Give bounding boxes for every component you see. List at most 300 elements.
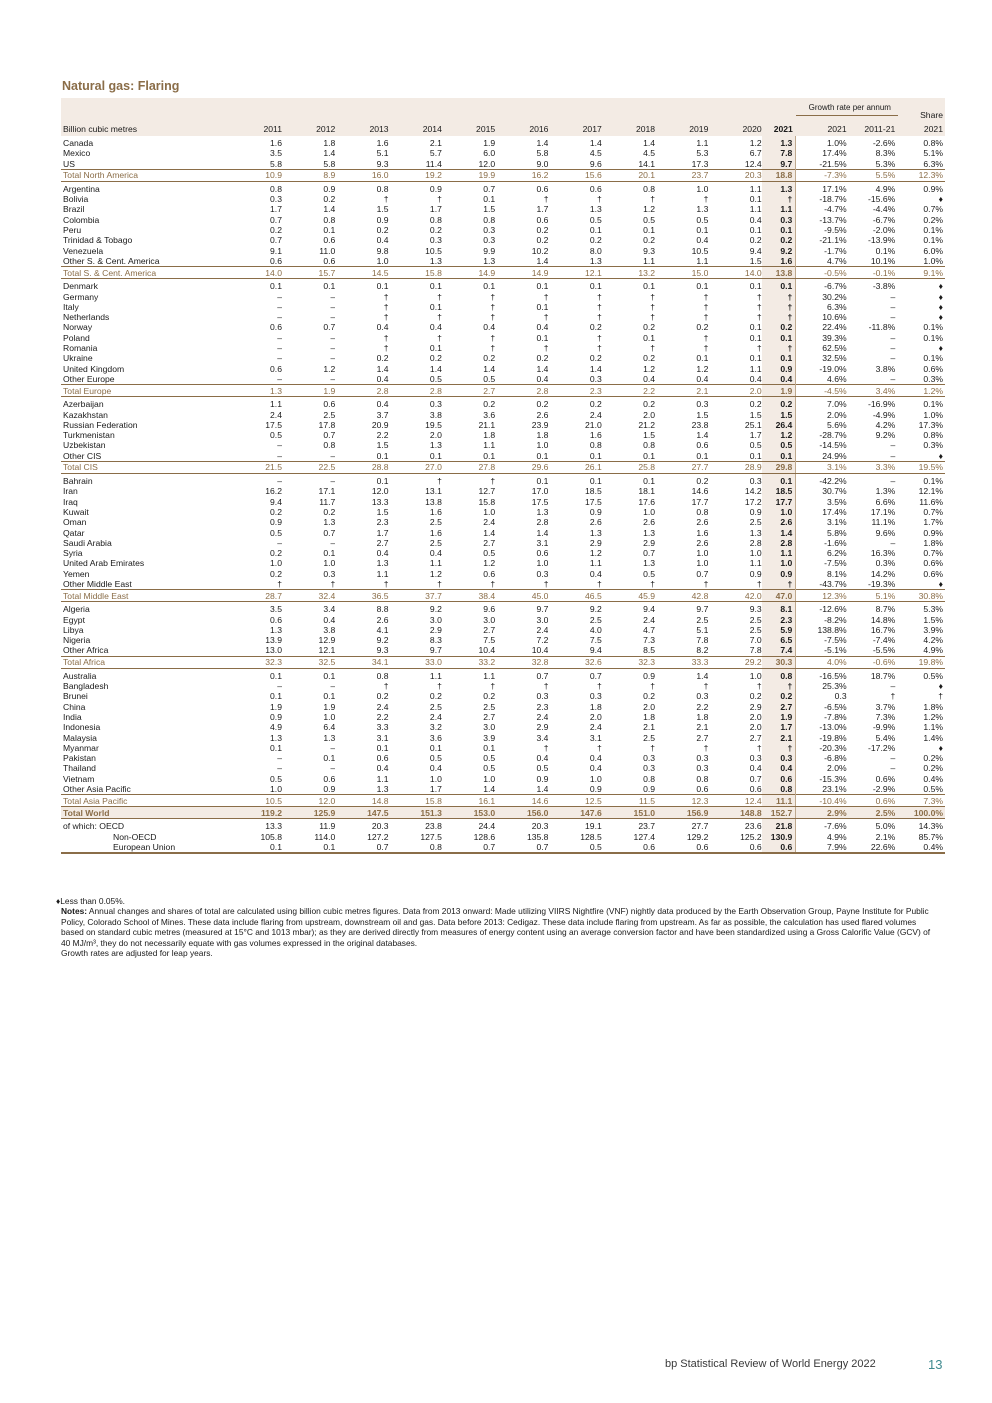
value-cell: † bbox=[703, 578, 709, 589]
value-cell: 0.6 bbox=[589, 183, 602, 194]
value-cell: † bbox=[703, 291, 709, 302]
growth-2011-21-cell: 1.3% bbox=[875, 486, 896, 497]
value-cell: 0.4 bbox=[429, 322, 442, 333]
value-cell: 0.2 bbox=[643, 399, 656, 410]
value-cell: 0.2 bbox=[270, 568, 282, 579]
value-cell-2021: † bbox=[762, 194, 796, 204]
value-cell: † bbox=[596, 312, 602, 323]
value-cell: 0.6 bbox=[270, 363, 282, 374]
value-cell: 20.3 bbox=[371, 821, 389, 832]
growth-2021-cell: -19.8% bbox=[796, 733, 850, 743]
value-cell: 1.1 bbox=[696, 138, 709, 148]
value-cell: 1.0 bbox=[323, 558, 336, 569]
value-cell-2021: 0.6 bbox=[762, 842, 796, 853]
growth-2021-cell: -7.6% bbox=[796, 819, 850, 832]
share-cell: † bbox=[938, 691, 943, 702]
table-row bbox=[61, 602, 945, 615]
table-row bbox=[61, 691, 945, 701]
value-cell: 0.2 bbox=[696, 476, 709, 487]
value-cell: 105.8 bbox=[260, 831, 282, 842]
value-cell: 1.1 bbox=[483, 670, 496, 681]
value-cell: 0.1 bbox=[536, 476, 549, 487]
share-cell: 0.9% bbox=[923, 527, 943, 538]
table-row bbox=[61, 635, 945, 645]
value-cell-2021: † bbox=[762, 312, 796, 322]
value-cell: 0.5 bbox=[589, 214, 602, 225]
value-cell: 0.6 bbox=[323, 255, 336, 266]
year-header: 2016 bbox=[495, 120, 548, 136]
growth-2021-cell: -6.5% bbox=[796, 702, 850, 712]
value-cell: 18.1 bbox=[638, 486, 656, 497]
growth-2021-cell: 4.9% bbox=[796, 832, 850, 842]
share-cell: 0.2% bbox=[923, 763, 943, 774]
value-cell: 0.4 bbox=[483, 322, 496, 333]
value-cell: 1.1 bbox=[696, 255, 709, 266]
share-cell: ♦ bbox=[938, 742, 943, 753]
row-label: Qatar bbox=[63, 527, 85, 538]
row-label: Other CIS bbox=[63, 450, 102, 461]
growth-2011-21-cell: 4.9% bbox=[875, 183, 896, 194]
growth-2021-cell: -9.5% bbox=[796, 225, 850, 235]
share-cell: 0.4% bbox=[923, 773, 943, 784]
value-cell: 0.9 bbox=[323, 183, 336, 194]
value-cell: 0.1 bbox=[749, 322, 762, 333]
value-cell: 1.0 bbox=[696, 183, 709, 194]
value-cell: 1.2 bbox=[589, 548, 602, 559]
row-label: Egypt bbox=[63, 614, 85, 625]
value-cell: 32.8 bbox=[495, 656, 548, 668]
value-cell: 0.1 bbox=[643, 225, 656, 236]
value-cell: – bbox=[277, 343, 282, 354]
value-cell: 0.5 bbox=[696, 214, 709, 225]
value-cell: 2.8 bbox=[389, 385, 442, 397]
total-row bbox=[61, 590, 945, 602]
value-cell: 0.2 bbox=[483, 353, 496, 364]
value-cell: 24.4 bbox=[478, 821, 496, 832]
value-cell: 2.5 bbox=[749, 624, 762, 635]
value-cell: † bbox=[543, 681, 549, 692]
table-row bbox=[61, 451, 945, 462]
value-cell: 0.1 bbox=[270, 670, 282, 681]
row-label: Algeria bbox=[63, 604, 90, 615]
growth-2011-21-cell: – bbox=[890, 353, 896, 364]
value-cell: 0.1 bbox=[483, 281, 496, 292]
share-cell: 0.5% bbox=[923, 784, 943, 795]
growth-2011-21-cell: 0.3% bbox=[875, 558, 896, 569]
row-label: Turkmenistan bbox=[63, 430, 115, 441]
value-cell: 1.1 bbox=[376, 568, 389, 579]
row-label: India bbox=[63, 711, 82, 722]
row-label: Brazil bbox=[63, 204, 85, 215]
value-cell: 0.2 bbox=[536, 235, 549, 246]
table-row bbox=[61, 722, 945, 732]
value-cell: 0.1 bbox=[696, 353, 709, 364]
share-cell: 12.3% bbox=[898, 169, 945, 181]
growth-2021-cell: 3.1% bbox=[796, 517, 850, 527]
value-cell: 1.4 bbox=[376, 363, 389, 374]
value-cell: 32.3 bbox=[602, 656, 655, 668]
value-cell: 1.4 bbox=[483, 784, 496, 795]
value-cell: 0.2 bbox=[429, 225, 442, 236]
value-cell: † bbox=[543, 194, 549, 205]
value-cell: 1.7 bbox=[429, 784, 442, 795]
value-cell: 0.5 bbox=[270, 430, 282, 441]
value-cell: 9.2 bbox=[589, 604, 602, 615]
growth-2011-21-header: 2011-21 bbox=[850, 120, 899, 136]
row-label: Total Africa bbox=[61, 656, 229, 668]
value-cell: 3.8 bbox=[429, 409, 442, 420]
value-cell: † bbox=[383, 301, 389, 312]
value-cell: 0.1 bbox=[589, 450, 602, 461]
value-cell: 1.9 bbox=[270, 701, 282, 712]
value-cell: 9.7 bbox=[696, 604, 709, 615]
value-cell: 0.4 bbox=[323, 614, 336, 625]
value-cell: 4.1 bbox=[376, 624, 389, 635]
row-label: Kazakhstan bbox=[63, 409, 108, 420]
value-cell: 2.2 bbox=[602, 385, 655, 397]
value-cell: 9.3 bbox=[643, 245, 656, 256]
value-cell: 0.3 bbox=[270, 194, 282, 205]
value-cell: 0.6 bbox=[376, 753, 389, 764]
value-cell: 0.7 bbox=[495, 842, 548, 853]
value-cell: 17.0 bbox=[531, 486, 549, 497]
value-cell: 0.7 bbox=[270, 214, 282, 225]
value-cell: 32.4 bbox=[282, 590, 335, 602]
value-cell-2021: 1.2 bbox=[762, 430, 796, 440]
table-row bbox=[61, 353, 945, 363]
value-cell: 2.5 bbox=[429, 517, 442, 528]
value-cell: 2.0 bbox=[429, 430, 442, 441]
value-cell-2021: 1.9 bbox=[762, 712, 796, 722]
share-cell: 6.0% bbox=[923, 245, 943, 256]
value-cell: † bbox=[703, 194, 709, 205]
value-cell-2021: 2.6 bbox=[762, 517, 796, 527]
growth-2011-21-cell: 14.2% bbox=[870, 568, 896, 579]
value-cell: 0.6 bbox=[708, 842, 761, 853]
value-cell: 2.6 bbox=[696, 517, 709, 528]
value-cell: 0.5 bbox=[536, 763, 549, 774]
value-cell: 2.6 bbox=[696, 537, 709, 548]
value-cell: † bbox=[596, 194, 602, 205]
value-cell: 0.9 bbox=[749, 568, 762, 579]
share-cell: 0.8% bbox=[923, 430, 943, 441]
value-cell: 147.6 bbox=[548, 807, 601, 819]
value-cell: 2.9 bbox=[643, 537, 656, 548]
share-cell: 0.1% bbox=[923, 322, 943, 333]
value-cell: 0.1 bbox=[323, 281, 336, 292]
value-cell: 4.9 bbox=[270, 722, 282, 733]
value-cell: 0.7 bbox=[536, 670, 549, 681]
value-cell: 0.6 bbox=[536, 214, 549, 225]
row-label: Colombia bbox=[63, 214, 100, 225]
row-label: Ukraine bbox=[63, 353, 93, 364]
value-cell: 16.1 bbox=[442, 795, 495, 807]
growth-2021-cell: -43.7% bbox=[796, 579, 850, 590]
table-row bbox=[61, 753, 945, 763]
value-cell: † bbox=[490, 301, 496, 312]
share-cell: 0.1% bbox=[923, 332, 943, 343]
value-cell: 1.1 bbox=[749, 558, 762, 569]
value-cell: 2.1 bbox=[696, 722, 709, 733]
value-cell: 10.2 bbox=[531, 245, 549, 256]
value-cell: 14.2 bbox=[744, 486, 762, 497]
table-row bbox=[61, 148, 945, 158]
table-row bbox=[61, 569, 945, 579]
value-cell: 2.1 bbox=[643, 722, 656, 733]
value-cell: – bbox=[277, 440, 282, 451]
value-cell: † bbox=[543, 343, 549, 354]
growth-2011-21-cell: 5.4% bbox=[875, 732, 896, 743]
growth-2021-cell: 0.3 bbox=[796, 691, 850, 701]
value-cell: † bbox=[703, 301, 709, 312]
growth-2011-21-cell: 0.6% bbox=[875, 773, 896, 784]
year-header: 2017 bbox=[548, 120, 601, 136]
value-cell-2021: 7.8 bbox=[762, 148, 796, 158]
growth-2021-cell: 4.0% bbox=[796, 656, 850, 668]
row-label: Australia bbox=[63, 670, 97, 681]
page-number: 13 bbox=[928, 1357, 943, 1372]
value-cell: – bbox=[277, 312, 282, 323]
growth-2011-21-cell: -11.8% bbox=[868, 322, 896, 333]
share-cell: 1.2% bbox=[923, 711, 943, 722]
value-cell: 1.3 bbox=[749, 527, 762, 538]
value-cell: 0.3 bbox=[696, 691, 709, 702]
value-cell: 0.2 bbox=[536, 399, 549, 410]
value-cell: 156.0 bbox=[495, 807, 548, 819]
value-cell: 119.2 bbox=[229, 807, 282, 819]
row-label: Iran bbox=[63, 486, 78, 497]
value-cell: 5.1 bbox=[376, 148, 389, 159]
value-cell: 0.1 bbox=[589, 225, 602, 236]
growth-2011-21-cell: – bbox=[890, 301, 896, 312]
growth-2011-21-cell: – bbox=[890, 312, 896, 323]
growth-2011-21-cell: 0.6% bbox=[850, 795, 899, 807]
value-cell: 3.5 bbox=[270, 604, 282, 615]
value-cell: 45.9 bbox=[602, 590, 655, 602]
growth-2021-cell: -21.5% bbox=[796, 159, 850, 170]
value-cell: 1.4 bbox=[536, 138, 549, 148]
growth-2011-21-cell: – bbox=[890, 753, 896, 764]
table-row bbox=[61, 507, 945, 517]
growth-2021-cell: -4.7% bbox=[796, 204, 850, 214]
value-cell: 9.7 bbox=[536, 604, 549, 615]
value-cell: – bbox=[277, 681, 282, 692]
share-cell: ♦ bbox=[938, 681, 943, 692]
value-cell: 0.4 bbox=[536, 753, 549, 764]
value-cell: 38.4 bbox=[442, 590, 495, 602]
table-row bbox=[61, 279, 945, 292]
value-cell: 0.8 bbox=[589, 440, 602, 451]
value-cell: 0.2 bbox=[429, 353, 442, 364]
growth-2011-21-cell: 8.7% bbox=[875, 604, 896, 615]
value-cell: 0.5 bbox=[483, 753, 496, 764]
value-cell: – bbox=[277, 291, 282, 302]
value-cell: 1.1 bbox=[589, 558, 602, 569]
share-cell: 30.8% bbox=[898, 590, 945, 602]
value-cell: 1.1 bbox=[429, 558, 442, 569]
table-row bbox=[61, 322, 945, 332]
value-cell: 1.0 bbox=[589, 773, 602, 784]
value-cell-2021: 8.1 bbox=[762, 602, 796, 615]
share-cell: ♦ bbox=[938, 450, 943, 461]
share-cell: 0.7% bbox=[923, 204, 943, 215]
table-row bbox=[61, 702, 945, 712]
table-row bbox=[61, 712, 945, 722]
value-cell: † bbox=[703, 681, 709, 692]
value-cell: 14.1 bbox=[638, 158, 656, 169]
table-row bbox=[61, 225, 945, 235]
value-cell: 32.5 bbox=[282, 656, 335, 668]
growth-2021-cell: 23.1% bbox=[796, 784, 850, 795]
value-cell: 0.8 bbox=[389, 842, 442, 853]
value-cell: 3.4 bbox=[536, 732, 549, 743]
value-cell: 21.0 bbox=[585, 419, 602, 430]
growth-2011-21-cell: – bbox=[890, 681, 896, 692]
value-cell: 2.1 bbox=[655, 385, 708, 397]
value-cell-2021: 21.8 bbox=[762, 819, 796, 832]
value-cell: 1.3 bbox=[589, 204, 602, 215]
value-cell: 21.5 bbox=[229, 462, 282, 474]
value-cell: 0.1 bbox=[270, 691, 282, 702]
growth-2021-cell: -4.5% bbox=[796, 385, 850, 397]
value-cell: 0.3 bbox=[483, 235, 496, 246]
total-row bbox=[61, 795, 945, 807]
value-cell: † bbox=[543, 291, 549, 302]
value-cell: 1.9 bbox=[282, 385, 335, 397]
value-cell-2021: 9.7 bbox=[762, 159, 796, 170]
value-cell: 2.4 bbox=[376, 701, 389, 712]
row-label: Kuwait bbox=[63, 506, 89, 517]
value-cell: 1.9 bbox=[483, 138, 496, 148]
value-cell: 20.3 bbox=[531, 821, 549, 832]
value-cell: 8.3 bbox=[429, 635, 442, 646]
value-cell: † bbox=[383, 291, 389, 302]
share-cell: 11.6% bbox=[919, 496, 943, 507]
value-cell: † bbox=[596, 578, 602, 589]
value-cell: 0.3 bbox=[589, 691, 602, 702]
row-label: Mexico bbox=[63, 148, 91, 159]
growth-2021-cell: 7.9% bbox=[796, 842, 850, 853]
value-cell: 0.7 bbox=[749, 773, 762, 784]
value-cell-2021: 1.0 bbox=[762, 507, 796, 517]
growth-note: Growth rates are adjusted for leap years. bbox=[61, 948, 213, 959]
value-cell: 19.1 bbox=[585, 821, 602, 832]
value-cell: 13.9 bbox=[265, 635, 282, 646]
value-cell: 1.5 bbox=[643, 430, 656, 441]
value-cell: 2.7 bbox=[696, 732, 709, 743]
value-cell: † bbox=[543, 742, 549, 753]
share-cell: 0.2% bbox=[923, 753, 943, 764]
value-cell: 1.2 bbox=[323, 363, 336, 374]
row-label: Total Asia Pacific bbox=[61, 795, 229, 807]
value-cell: † bbox=[756, 742, 762, 753]
value-cell: 7.0 bbox=[749, 635, 762, 646]
value-cell: † bbox=[703, 742, 709, 753]
value-cell: 0.2 bbox=[643, 353, 656, 364]
table-row bbox=[61, 784, 945, 795]
growth-2011-21-cell: -17.2% bbox=[868, 742, 896, 753]
growth-2021-cell: 1.0% bbox=[796, 136, 850, 148]
value-cell: 5.8 bbox=[323, 158, 336, 169]
value-cell: 0.1 bbox=[536, 301, 549, 312]
value-cell: 0.7 bbox=[643, 548, 656, 559]
value-cell-2021: 47.0 bbox=[762, 590, 796, 602]
notes-paragraph bbox=[56, 906, 936, 948]
total-row bbox=[61, 169, 945, 181]
value-cell: 0.2 bbox=[483, 691, 496, 702]
value-cell: 13.1 bbox=[425, 486, 442, 497]
value-cell: – bbox=[277, 537, 282, 548]
value-cell: 2.3 bbox=[376, 517, 389, 528]
value-cell: 3.1 bbox=[536, 537, 549, 548]
share-cell: ♦ bbox=[938, 312, 943, 323]
growth-2011-21-cell: 2.5% bbox=[850, 807, 899, 819]
value-cell: † bbox=[650, 681, 656, 692]
value-cell: – bbox=[330, 332, 336, 343]
value-cell: 0.8 bbox=[643, 183, 656, 194]
value-cell: – bbox=[277, 332, 282, 343]
value-cell: 1.5 bbox=[749, 255, 762, 266]
value-cell: 0.3 bbox=[643, 763, 656, 774]
value-cell: 0.3 bbox=[696, 399, 709, 410]
table-row bbox=[61, 645, 945, 656]
table-row bbox=[61, 343, 945, 353]
value-cell-2021: 1.3 bbox=[762, 136, 796, 148]
value-cell: 2.7 bbox=[483, 711, 496, 722]
value-cell: 8.0 bbox=[589, 245, 602, 256]
growth-2021-cell: 62.5% bbox=[796, 343, 850, 353]
value-cell: † bbox=[437, 291, 442, 302]
total-row bbox=[61, 267, 945, 279]
growth-rate-header: Growth rate per annum bbox=[796, 98, 898, 120]
value-cell: 0.5 bbox=[749, 440, 762, 451]
value-cell: 1.8 bbox=[589, 701, 602, 712]
table-row bbox=[61, 204, 945, 214]
value-cell: 25.8 bbox=[602, 462, 655, 474]
value-cell: 0.4 bbox=[536, 373, 549, 384]
growth-2021-cell: 2.0% bbox=[796, 763, 850, 773]
value-cell: 1.2 bbox=[749, 138, 762, 148]
growth-2011-21-cell: -4.9% bbox=[872, 409, 896, 420]
growth-2011-21-cell: -6.7% bbox=[872, 214, 896, 225]
value-cell: 2.4 bbox=[483, 517, 496, 528]
value-cell: 9.3 bbox=[749, 604, 762, 615]
growth-2011-21-cell: 5.0% bbox=[875, 821, 896, 832]
value-cell: 7.8 bbox=[696, 635, 709, 646]
value-cell: 0.4 bbox=[749, 214, 762, 225]
value-cell: 2.2 bbox=[376, 711, 389, 722]
value-cell: † bbox=[596, 681, 602, 692]
share-cell: ♦ bbox=[938, 194, 943, 205]
value-cell: 1.3 bbox=[323, 732, 336, 743]
table-row bbox=[61, 312, 945, 322]
value-cell: 1.4 bbox=[483, 527, 496, 538]
value-cell-2021: 30.3 bbox=[762, 656, 796, 668]
share-cell: 0.3% bbox=[923, 440, 943, 451]
value-cell: – bbox=[330, 742, 336, 753]
value-cell: 32.6 bbox=[548, 656, 601, 668]
value-cell: 0.7 bbox=[323, 430, 336, 441]
value-cell: 0.4 bbox=[749, 373, 762, 384]
value-cell: – bbox=[277, 763, 282, 774]
table-row bbox=[61, 194, 945, 204]
value-cell: † bbox=[596, 291, 602, 302]
value-cell: 23.8 bbox=[425, 821, 442, 832]
table-row bbox=[61, 136, 945, 148]
value-cell: 7.3 bbox=[643, 635, 656, 646]
value-cell: 0.6 bbox=[323, 235, 336, 246]
value-cell: 153.0 bbox=[442, 807, 495, 819]
